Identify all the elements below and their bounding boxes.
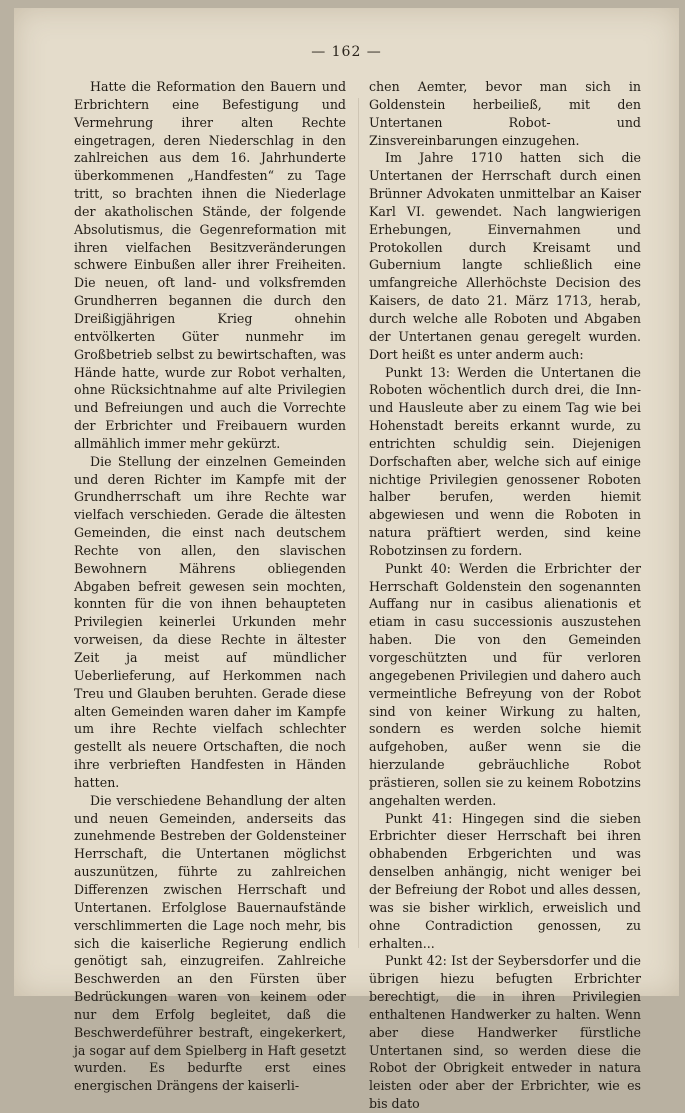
paragraph: Die verschiedene Behandlung der alten und neuen Gemeinden, anderseits das zunehmende Bestreben der Goldensteiner Herrschaft, die Untertanen möglichst auszunützen, führte zu zahlreichen Differenzen zwischen Herrschaft und Untertanen. Erfolglose Bauernaufstände verschlimmerten die Lage noch mehr, bis sich die kaiserliche Regierung endlich genötigt sah, einzugreifen. Zahlreiche Beschwerden an den Fürsten über Bedrückungen waren von keinem oder nur dem Erfolg begleitet, daß die Beschwerdeführer bestraft, eingekerkert, ja sogar auf dem Spielberg in Haft gesetzt wurden. Es bedurfte erst eines energischen Drängens der kaiserli- (74, 792, 346, 1094)
paragraph: Im Jahre 1710 hatten sich die Untertanen der Herrschaft durch einen Brünner Advokaten unmittelbar an Kaiser Karl VI. gewendet. Nach langwierigen Erhebungen, Einvernahmen und Protokollen durch Kreisamt und Gubernium langte schließlich eine umfangreiche Allerhöchste Decision des Kaisers, de dato 21. März 1713, herab, durch welche alle Roboten und Abgaben der Untertanen genau geregelt wurden. Dort heißt es unter anderm auch: (369, 150, 641, 362)
left-column (74, 78, 346, 1095)
right-column (369, 78, 641, 1113)
paragraph: Punkt 40: Werden die Erbrichter der Herrschaft Goldenstein den sogenannten Auffang nur in casibus alienationis et etiam in casu successionis auszustehen haben. Die von den Gemeinden vorgeschützten und für verloren angegebenen Privilegien und dahero auch vermeintliche Befreyung von der Robot sind von keiner Wirkung zu halten, sondern es werden solche hiemit aufgehoben, außer wenn sie die hierzulande gebräuchliche Robot prästieren, sollen sie zu keinem Robotzins angehalten werden. (369, 560, 641, 808)
paragraph: Die Stellung der einzelnen Gemeinden und deren Richter im Kampfe mit der Grundherrschaft um ihre Rechte war vielfach verschieden. Gerade die ältesten Gemeinden, die einst nach deutschem Rechte von allen, den slavischen Bewohnern Mährens obliegenden Abgaben befreit gewesen sein mochten, konnten für die von ihnen behaupteten Privilegien keinerlei Urkunden mehr vorweisen, da diese Rechte in ältester Zeit ja meist auf mündlicher Ueberlieferung, auf Herkommen nach Treu und Glauben beruhten. Gerade diese alten Gemeinden waren daher im Kampfe um ihre Rechte vielfach schlechter gestellt als neuere Ortschaften, die noch ihre verbrieften Handfesten in Händen hatten. (74, 453, 346, 790)
paragraph: Punkt 42: Ist der Seybersdorfer und die übrigen hiezu befugten Erbrichter berechtigt, die in ihren Privilegien enthaltenen Handwerker zu halten. Wenn aber diese Handwerker fürstliche Untertanen sind, so werden diese die Robot der Obrigkeit entweder in natura leisten oder aber der Erbrichter, wie es bis dato (369, 953, 641, 1112)
paragraph: chen Aemter, bevor man sich in Goldenstein herbeiließ, mit den Untertanen Robot- und Zinsvereinbarungen einzugehen. (369, 79, 641, 148)
paragraph: Punkt 13: Werden die Untertanen die Roboten wöchentlich durch drei, die Inn- und Hausleute aber zu einem Tag wie bei Hohenstadt bereits erkannt wurde, zu entrichten schuldig sein. Diejenigen Dorfschaften aber, welche sich auf einige nichtige Privilegien genossener Roboten halber berufen, werden hiemit abgewiesen und wenn die Roboten in natura präftiert werden, sind keine Robotzinsen zu fordern. (369, 364, 641, 558)
page-number: — 162 — (311, 44, 382, 60)
column-divider (358, 98, 359, 948)
paragraph: Punkt 41: Hingegen sind die sieben Erbrichter dieser Herrschaft bei ihren obhabenden Erbgerichten und was denselben anhängig, nicht weniger bei der Befreiung der Robot und alles dessen, was sie bisher wirklich, erweislich und ohne Contradiction genossen, zu erhalten... (369, 810, 641, 951)
paragraph: Hatte die Reformation den Bauern und Erbrichtern eine Befestigung und Vermehrung ihrer alten Rechte eingetragen, deren Niederschlag in den zahlreichen aus dem 16. Jahrhunderte überkommenen „Handfesten“ zu Tage tritt, so brachten ihnen die Niederlage der akatholischen Stände, der folgende Absolutismus, die Gegenreformation mit ihren vielfachen Besitzveränderungen schwere Einbußen aller ihrer Freiheiten. Die neuen, oft land- und volksfremden Grundherren begannen die durch den Dreißigjährigen Krieg ohnehin entvölkerten Güter nunmehr im Großbetrieb selbst zu bewirtschaften, was Hände hatte, wurde zur Robot verhalten, ohne Rücksichtnahme auf alte Privilegien und Befreiungen und auch die Vorrechte der Erbrichter und Freibauern wurden allmählich immer mehr gekürzt. (74, 79, 346, 451)
document-page (14, 8, 679, 1112)
